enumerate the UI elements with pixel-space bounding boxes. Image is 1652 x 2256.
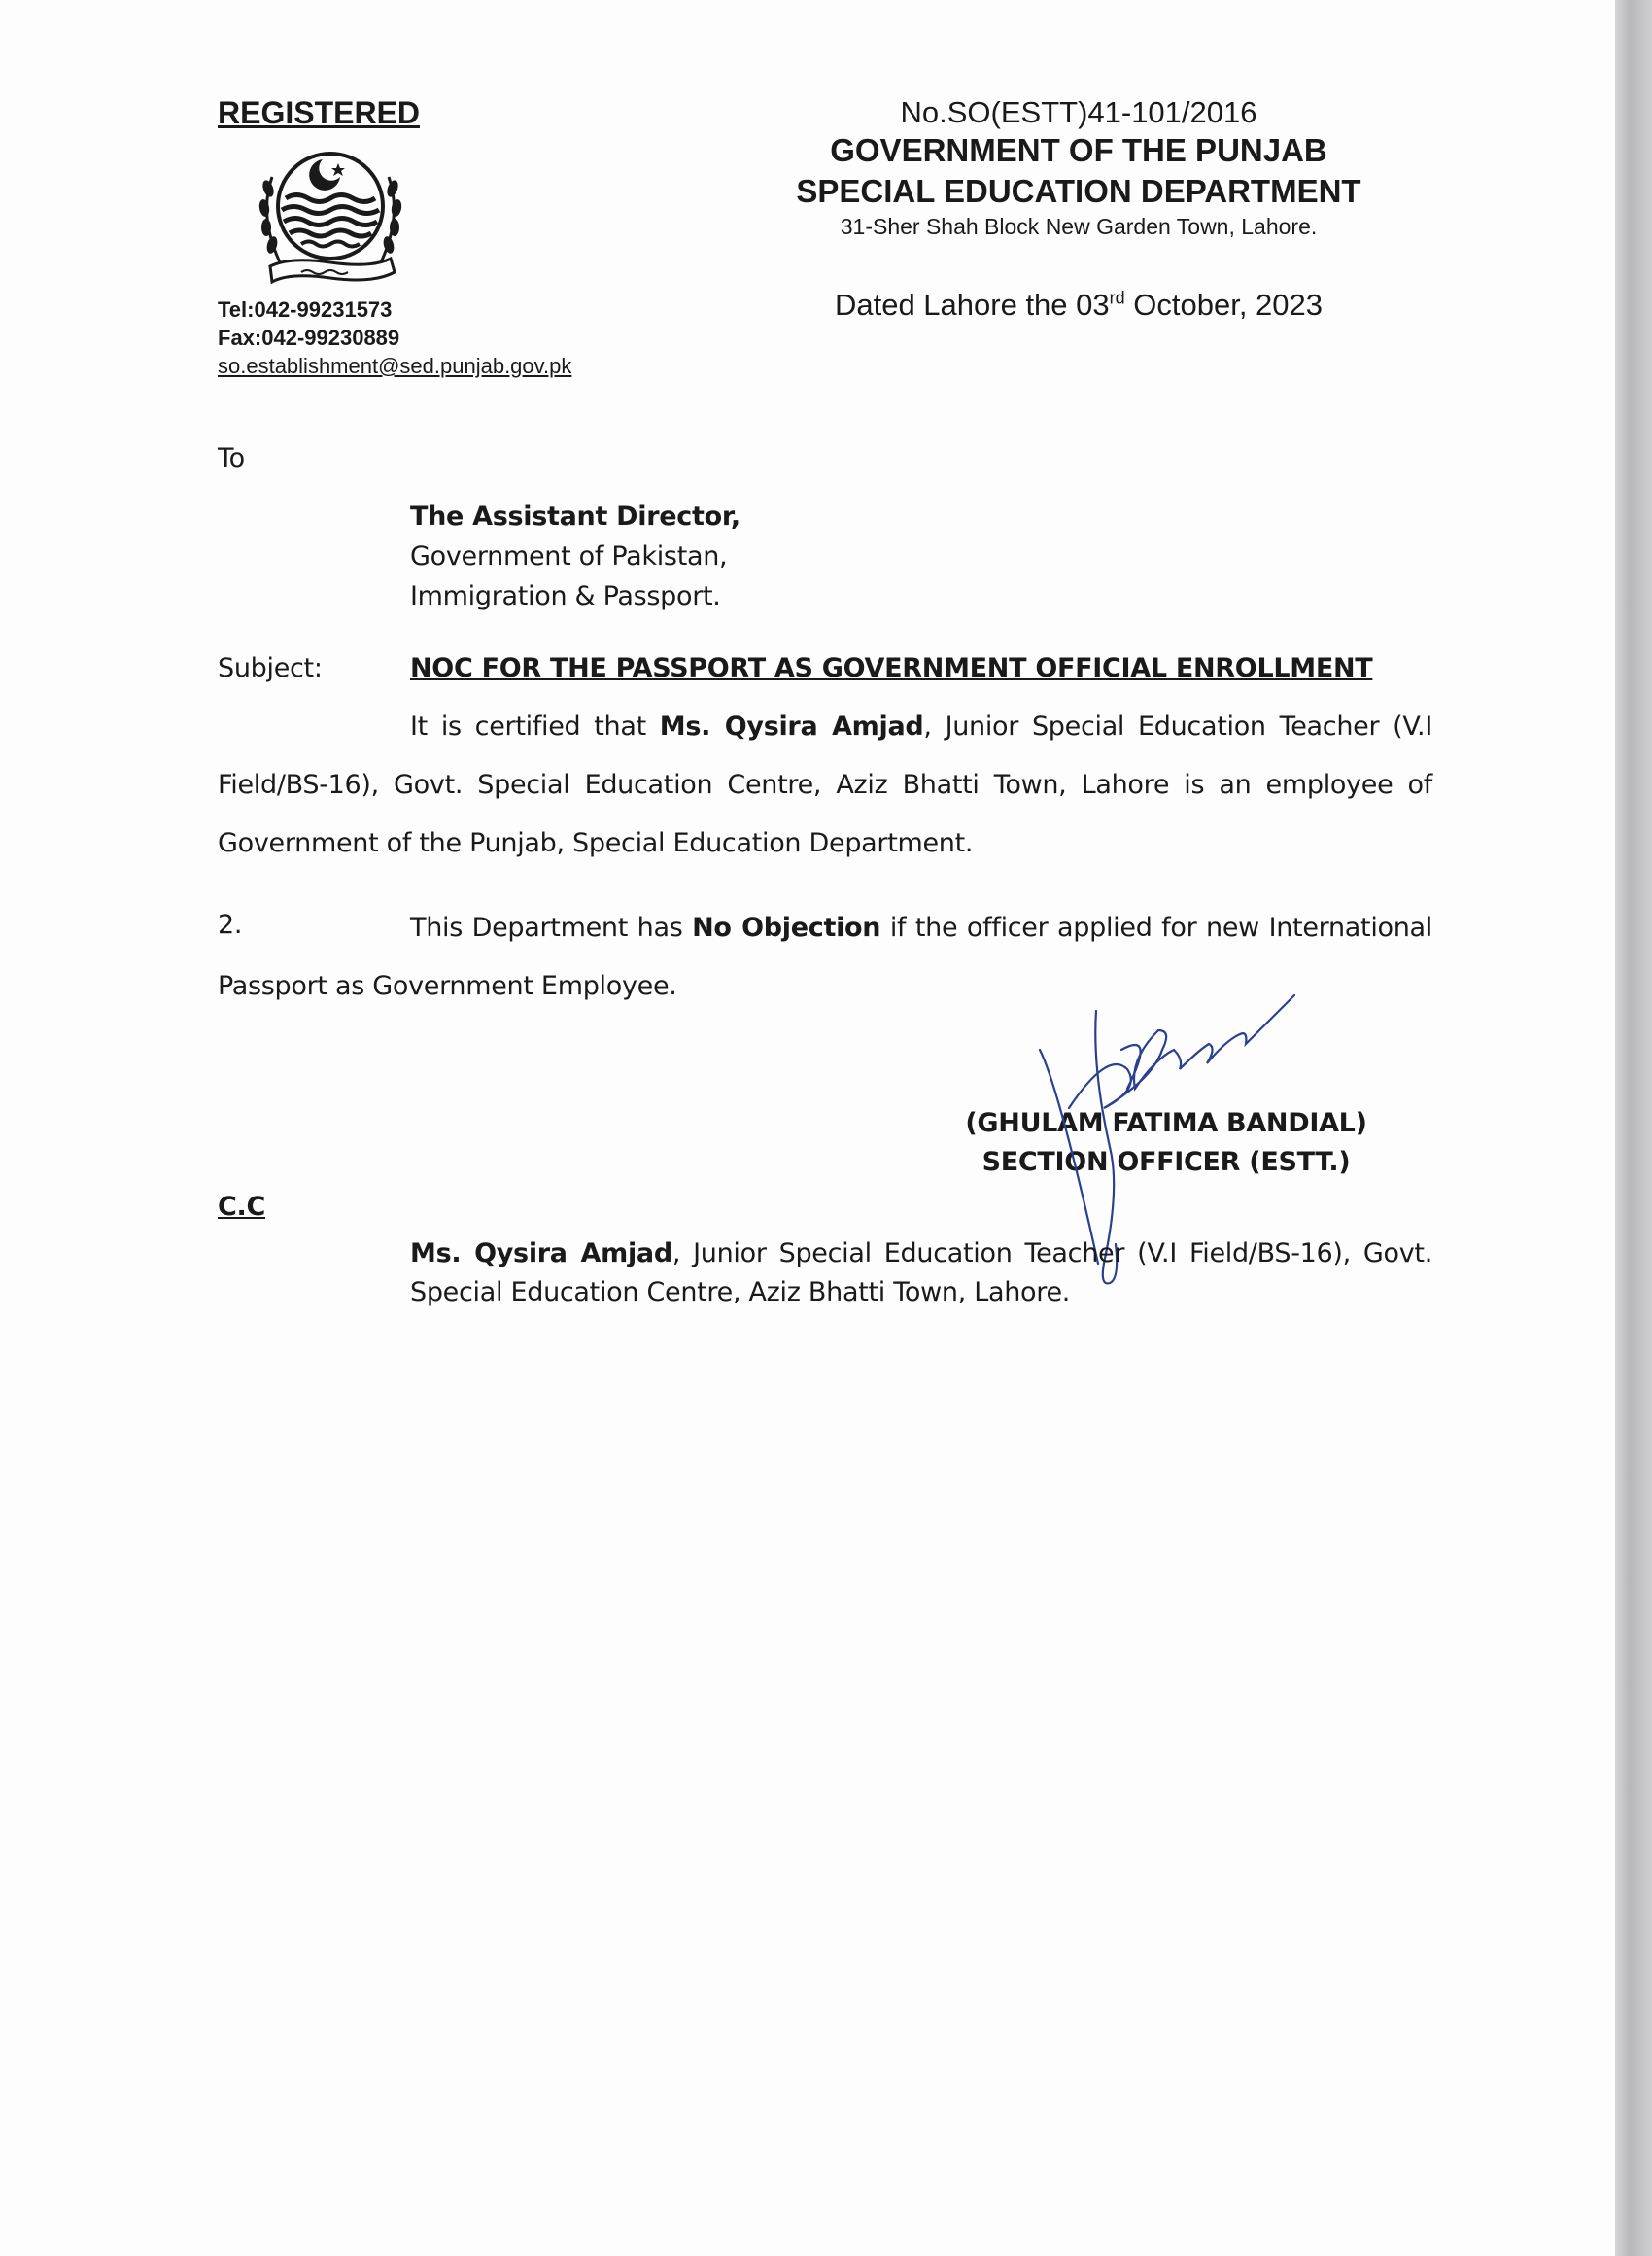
department-address: 31-Sher Shah Block New Garden Town, Lahore. — [840, 214, 1318, 239]
date-suffix: October, 2023 — [1124, 288, 1324, 322]
fax-number: Fax:042-99230889 — [218, 326, 400, 350]
no-objection-phrase: No Objection — [692, 913, 881, 943]
p1-rest: , Junior Special Education Teacher (V.I Field/BS-16), Govt. Special Education Centre, Aziz Bhatti Town, Lahore is an employee of Government of the Punjab, Special Education Department. — [218, 712, 1432, 858]
cc-details: , Junior Special Education Teacher (V.I Field/BS-16), Govt. Special Education Centre, Aziz Bhatti Town, Lahore. — [410, 1238, 1432, 1307]
p1-intro: It is certified that — [410, 712, 660, 742]
cc-name: Ms. Qysira Amjad — [410, 1238, 672, 1268]
date-prefix: Dated Lahore the 03 — [834, 288, 1110, 322]
recipient-line-2: Government of Pakistan, — [410, 541, 728, 572]
to-label: To — [218, 443, 245, 473]
subject-label: Subject: — [218, 653, 323, 683]
government-heading: GOVERNMENT OF THE PUNJAB — [830, 132, 1327, 168]
registered-label: REGISTERED — [218, 95, 421, 130]
p2-intro: This Department has — [410, 913, 693, 943]
signatory-title: SECTION OFFICER (ESTT.) — [981, 1147, 1351, 1177]
scanner-edge — [1615, 0, 1652, 2256]
signatory-name: (GHULAM FATIMA BANDIAL) — [965, 1108, 1367, 1138]
cc-label: C.C — [218, 1192, 265, 1222]
date-ordinal: rd — [1109, 288, 1125, 308]
letter-date — [719, 288, 1438, 323]
paragraph-2-number: 2. — [218, 910, 243, 940]
reference-number: No.SO(ESTT)41-101/2016 — [900, 95, 1257, 129]
p2-rest: if the officer applied for new International Passport as Government Employee. — [218, 913, 1433, 1001]
email-address[interactable]: so.establishment@sed.punjab.gov.pk — [218, 354, 572, 378]
paragraph-1 — [218, 698, 1432, 873]
employee-name: Ms. Qysira Amjad — [659, 712, 924, 742]
recipient-line-1: The Assistant Director, — [410, 502, 740, 532]
recipient-line-3: Immigration & Passport. — [410, 581, 721, 611]
telephone-number: Tel:042-99231573 — [218, 297, 393, 322]
punjab-emblem-icon — [233, 138, 428, 294]
cc-recipient — [410, 1234, 1432, 1312]
department-heading: SPECIAL EDUCATION DEPARTMENT — [796, 173, 1361, 209]
subject-text: NOC FOR THE PASSPORT AS GOVERNMENT OFFICIAL ENROLLMENT — [410, 653, 1373, 683]
